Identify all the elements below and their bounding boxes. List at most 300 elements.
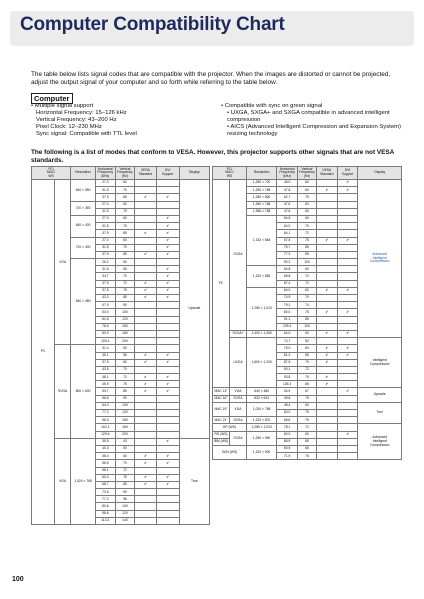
check-mark: ✔ xyxy=(156,352,179,359)
h-freq-cell: 37.9 xyxy=(96,280,116,287)
h-freq-cell: 77.2 xyxy=(96,410,116,417)
h-freq-cell: 48.4 xyxy=(96,453,116,460)
h-freq-cell: 106.3 xyxy=(277,381,298,388)
h-freq-cell: 47.6 xyxy=(277,201,298,208)
group-cell: VGA xyxy=(230,388,247,395)
empty-cell xyxy=(156,417,179,424)
empty-cell xyxy=(135,489,156,496)
intro-paragraph: The table below lists signal codes that are compatible with the projector. When the images are distorted or cannot be projected, adjust the output signal of your computer and so forth while referring to the table below. xyxy=(31,71,391,87)
empty-cell xyxy=(135,316,156,323)
v-freq-cell: 60 xyxy=(298,187,317,194)
resolution-cell: 1,280 × 800 xyxy=(247,194,277,201)
v-freq-cell: 85 xyxy=(115,194,135,201)
empty-cell xyxy=(337,201,358,208)
h-freq-cell: 81.3 xyxy=(277,352,298,359)
h-freq-cell: 64.0 xyxy=(96,402,116,409)
h-freq-cell: 37.9 xyxy=(96,194,116,201)
v-freq-cell: 72 xyxy=(115,280,135,287)
v-freq-cell: 60 xyxy=(298,215,317,222)
v-freq-cell: 70 xyxy=(115,244,135,251)
empty-cell xyxy=(316,215,337,222)
empty-cell xyxy=(337,410,358,417)
v-freq-cell: 120 xyxy=(115,316,135,323)
h-freq-cell: 75.7 xyxy=(277,244,298,251)
v-freq-cell: 75 xyxy=(298,194,317,201)
resolution-cell: 1,366 × 768 xyxy=(247,208,277,215)
check-mark: ✔ xyxy=(135,374,156,381)
empty-cell xyxy=(316,180,337,187)
h-freq-cell: 37.5 xyxy=(96,287,116,294)
h-freq-cell: 60.0 xyxy=(277,431,298,438)
h-freq-cell: 79.1 xyxy=(277,302,298,309)
v-freq-cell: 100 xyxy=(115,503,135,510)
empty-cell xyxy=(156,489,179,496)
table-row xyxy=(213,180,402,187)
v-freq-cell: 66 xyxy=(298,445,317,452)
v-freq-cell: 90 xyxy=(115,302,135,309)
empty-cell xyxy=(337,438,358,445)
empty-cell xyxy=(337,395,358,402)
check-mark: ✔ xyxy=(135,194,156,201)
v-freq-cell: 52 xyxy=(298,338,317,345)
code-cell: IBM (WS) xyxy=(213,438,230,445)
v-freq-cell: 75 xyxy=(115,474,135,481)
display-advanced-cell: Advanced Intelligent Compression xyxy=(358,424,402,460)
check-mark: ✔ xyxy=(337,309,358,316)
display-advanced-cell: Advanced Intelligent Compression xyxy=(358,180,402,338)
v-freq-cell: 75 xyxy=(115,381,135,388)
check-mark: ✔ xyxy=(156,453,179,460)
empty-cell xyxy=(135,517,156,524)
column-header: PC/ MAC/ WS xyxy=(32,167,71,180)
v-freq-cell: 150 xyxy=(115,323,135,330)
empty-cell xyxy=(337,366,358,373)
empty-cell xyxy=(156,496,179,503)
h-freq-cell: 96.3 xyxy=(96,417,116,424)
empty-cell xyxy=(156,201,179,208)
spec-horizontal-frequency: Horizontal Frequency: 15–126 kHz xyxy=(36,110,127,116)
display-intelligent-cell: Intelligent Compression xyxy=(358,338,402,388)
h-freq-cell: 27.0 xyxy=(96,215,116,222)
empty-cell xyxy=(156,402,179,409)
h-freq-cell: 49.8 xyxy=(277,395,298,402)
empty-cell xyxy=(135,237,156,244)
column-header: Horizontal Frequency (kHz) xyxy=(97,166,114,178)
check-mark: ✔ xyxy=(337,431,358,438)
h-freq-cell: 129.6 xyxy=(96,431,116,438)
h-freq-cell: 64.0 xyxy=(277,330,298,337)
h-freq-cell: 85.9 xyxy=(277,438,298,445)
h-freq-cell: 26.2 xyxy=(96,259,116,266)
h-freq-cell: 53.0 xyxy=(96,309,116,316)
table-row xyxy=(213,388,402,395)
table-row xyxy=(213,424,402,431)
empty-cell xyxy=(135,187,156,194)
h-freq-cell: 65.8 xyxy=(277,273,298,280)
empty-cell xyxy=(337,424,358,431)
empty-cell xyxy=(316,424,337,431)
spec-vertical-frequency: Vertical Frequency: 43–200 Hz xyxy=(36,117,117,123)
resolution-cell: 720 × 400 xyxy=(71,237,96,259)
empty-cell xyxy=(316,338,337,345)
h-freq-cell: 80.0 xyxy=(277,309,298,316)
empty-cell xyxy=(135,330,156,337)
h-freq-cell: 91.1 xyxy=(277,316,298,323)
empty-cell xyxy=(135,302,156,309)
empty-cell xyxy=(156,445,179,452)
resolution-cell: 1,024 × 768 xyxy=(71,438,96,524)
check-mark: ✔ xyxy=(135,287,156,294)
v-freq-cell: 200 xyxy=(115,431,135,438)
v-freq-cell: 60 xyxy=(115,266,135,273)
empty-cell xyxy=(156,259,179,266)
empty-cell xyxy=(316,273,337,280)
resolution-cell: 1,024 × 768 xyxy=(247,402,277,416)
empty-cell xyxy=(135,445,156,452)
v-freq-cell: 70 xyxy=(115,208,135,215)
empty-cell xyxy=(156,467,179,474)
empty-cell xyxy=(337,215,358,222)
h-freq-cell: 53.7 xyxy=(96,388,116,395)
h-freq-cell: 100.4 xyxy=(96,338,116,345)
v-freq-cell: 72 xyxy=(115,467,135,474)
empty-cell xyxy=(135,244,156,251)
compat-table-right xyxy=(212,166,402,460)
check-mark: ✔ xyxy=(135,295,156,302)
column-header: DVI Support xyxy=(156,167,179,180)
v-freq-cell: 74 xyxy=(298,302,317,309)
check-mark: ✔ xyxy=(156,374,179,381)
empty-cell xyxy=(337,417,358,424)
h-freq-cell: 78.1 xyxy=(277,424,298,431)
h-freq-cell: 77.3 xyxy=(277,251,298,258)
h-freq-cell: 98.6 xyxy=(96,510,116,517)
empty-cell xyxy=(316,323,337,330)
v-freq-cell: 76 xyxy=(298,453,317,460)
empty-cell xyxy=(316,223,337,230)
empty-cell xyxy=(316,431,337,438)
column-header: Display xyxy=(179,167,209,180)
v-freq-cell: 50 xyxy=(115,259,135,266)
check-mark: ✔ xyxy=(156,215,179,222)
group-cell: SXGA xyxy=(230,417,247,424)
v-freq-cell: 60 xyxy=(115,237,135,244)
empty-cell xyxy=(316,445,337,452)
v-freq-cell: 60 xyxy=(298,330,317,337)
empty-cell xyxy=(316,230,337,237)
h-freq-cell: 37.9 xyxy=(96,230,116,237)
v-freq-cell: 60 xyxy=(298,208,317,215)
check-mark: ✔ xyxy=(156,359,179,366)
resolution-cell: 1,360 × 768 xyxy=(247,201,277,208)
display-upscale-cell: Upscale xyxy=(179,180,209,439)
check-mark: ✔ xyxy=(316,187,337,194)
empty-cell xyxy=(156,510,179,517)
group-cell: SXGA xyxy=(230,180,247,331)
empty-cell xyxy=(316,244,337,251)
v-freq-cell: 90 xyxy=(115,489,135,496)
h-freq-cell: 37.9 xyxy=(96,359,116,366)
v-freq-cell: 60 xyxy=(298,345,317,352)
resolution-cell: 1,152 × 882 xyxy=(247,266,277,288)
column-header: Resolution xyxy=(247,167,277,180)
empty-cell xyxy=(316,280,337,287)
check-mark: ✔ xyxy=(156,280,179,287)
v-freq-cell: 100 xyxy=(298,259,317,266)
h-freq-cell: 74.7 xyxy=(277,338,298,345)
v-freq-cell: 120 xyxy=(115,510,135,517)
v-freq-cell: 90 xyxy=(115,395,135,402)
h-freq-cell: 31.5 xyxy=(96,266,116,273)
empty-cell xyxy=(337,208,358,215)
code-cell: MAC 19" xyxy=(213,402,230,416)
empty-cell xyxy=(135,201,156,208)
empty-cell xyxy=(156,338,179,345)
check-mark: ✔ xyxy=(135,460,156,467)
v-freq-cell: 160 xyxy=(115,330,135,337)
section-label-computer: Computer xyxy=(31,93,73,104)
check-mark: ✔ xyxy=(135,230,156,237)
empty-cell xyxy=(316,316,337,323)
h-freq-cell: 113.2 xyxy=(96,517,116,524)
column-header: Vertical Frequency (Hz) xyxy=(299,166,315,178)
h-freq-cell: 80.6 xyxy=(96,503,116,510)
empty-cell xyxy=(135,338,156,345)
h-freq-cell: 35.1 xyxy=(96,352,116,359)
check-mark: ✔ xyxy=(135,280,156,287)
check-mark: ✔ xyxy=(316,287,337,294)
platform-cell: PC xyxy=(213,180,230,388)
empty-cell xyxy=(156,187,179,194)
v-freq-cell: 85 xyxy=(298,316,317,323)
check-mark: ✔ xyxy=(316,374,337,381)
check-mark: ✔ xyxy=(156,295,179,302)
group-cell: VGA xyxy=(55,180,71,345)
v-freq-cell: 50 xyxy=(115,345,135,352)
resolution-cell: 1,280 × 1,024 xyxy=(247,287,277,330)
empty-cell xyxy=(135,467,156,474)
compat-table-left xyxy=(31,166,210,525)
v-freq-cell: 85 xyxy=(115,295,135,302)
h-freq-cell: 40.3 xyxy=(96,445,116,452)
empty-cell xyxy=(337,273,358,280)
v-freq-cell: 85 xyxy=(115,388,135,395)
column-header: VESA Standard xyxy=(135,167,156,180)
check-mark: ✔ xyxy=(156,460,179,467)
empty-cell xyxy=(316,417,337,424)
h-freq-cell: 58.1 xyxy=(96,467,116,474)
display-upscale-cell: Upscale xyxy=(358,388,402,402)
empty-cell xyxy=(337,316,358,323)
empty-cell xyxy=(156,395,179,402)
empty-cell xyxy=(135,208,156,215)
check-mark: ✔ xyxy=(316,345,337,352)
spec-sync-signal: Sync signal: Compatible with TTL level xyxy=(36,131,137,137)
h-freq-cell: 75.0 xyxy=(277,345,298,352)
empty-cell xyxy=(337,402,358,409)
check-mark: ✔ xyxy=(135,359,156,366)
v-freq-cell: 65 xyxy=(298,352,317,359)
spec-uxga-compat: • UXGA, SXGA+ and SXGA compatible in advanced intelligent compression xyxy=(227,110,390,123)
check-mark: ✔ xyxy=(156,251,179,258)
v-freq-cell: 70 xyxy=(298,223,317,230)
empty-cell xyxy=(316,208,337,215)
h-freq-cell: 34.7 xyxy=(96,273,116,280)
code-cell: MAC 21" xyxy=(213,417,230,424)
v-freq-cell: 120 xyxy=(115,410,135,417)
check-mark: ✔ xyxy=(316,352,337,359)
v-freq-cell: 75 xyxy=(298,237,317,244)
code-cell: SUN (WS) xyxy=(213,445,247,459)
spec-multiple-signal: • Multiple signal support xyxy=(31,103,94,109)
empty-cell xyxy=(135,323,156,330)
empty-cell xyxy=(316,251,337,258)
resolution-cell: 800 × 600 xyxy=(71,345,96,438)
h-freq-cell: 60.0 xyxy=(96,474,116,481)
check-mark: ✔ xyxy=(337,180,358,187)
resolution-cell: 1,400 × 1,050 xyxy=(247,330,277,337)
check-mark: ✔ xyxy=(337,388,358,395)
check-mark: ✔ xyxy=(156,266,179,273)
empty-cell xyxy=(156,309,179,316)
empty-cell xyxy=(316,194,337,201)
v-freq-cell: 70 xyxy=(115,223,135,230)
empty-cell xyxy=(337,381,358,388)
resolution-cell: 1,280 × 1,024 xyxy=(247,424,277,431)
empty-cell xyxy=(337,302,358,309)
empty-cell xyxy=(337,251,358,258)
empty-cell xyxy=(135,424,156,431)
empty-cell xyxy=(135,503,156,510)
v-freq-cell: 70 xyxy=(298,295,317,302)
v-freq-cell: 70 xyxy=(115,366,135,373)
group-cell: SXGA+ xyxy=(230,330,247,337)
check-mark: ✔ xyxy=(156,230,179,237)
v-freq-cell: 60 xyxy=(298,201,317,208)
check-mark: ✔ xyxy=(135,453,156,460)
h-freq-cell: 67.5 xyxy=(277,237,298,244)
check-mark: ✔ xyxy=(156,381,179,388)
empty-cell xyxy=(156,345,179,352)
h-freq-cell: 46.9 xyxy=(96,381,116,388)
empty-cell xyxy=(135,273,156,280)
v-freq-cell: 72 xyxy=(298,280,317,287)
h-freq-cell: 31.5 xyxy=(96,223,116,230)
v-freq-cell: 72 xyxy=(298,230,317,237)
vesa-note: The following is a list of modes that conform to VESA. However, this projector supports other signals that are not VESA standards. xyxy=(31,149,395,164)
code-cell: HP (WS) xyxy=(213,424,247,431)
empty-cell xyxy=(135,431,156,438)
check-mark: ✔ xyxy=(337,330,358,337)
empty-cell xyxy=(156,316,179,323)
h-freq-cell: 43.3 xyxy=(96,295,116,302)
v-freq-cell: 75 xyxy=(298,309,317,316)
empty-cell xyxy=(316,266,337,273)
h-freq-cell: 31.5 xyxy=(96,244,116,251)
empty-cell xyxy=(156,302,179,309)
empty-cell xyxy=(337,223,358,230)
empty-cell xyxy=(156,323,179,330)
v-freq-cell: 60 xyxy=(298,266,317,273)
h-freq-cell: 90.1 xyxy=(277,366,298,373)
empty-cell xyxy=(337,266,358,273)
resolution-cell: 640 × 480 xyxy=(247,388,277,395)
resolution-cell: 1,600 × 1,200 xyxy=(247,338,277,388)
empty-cell xyxy=(156,366,179,373)
empty-cell xyxy=(316,395,337,402)
v-freq-cell: 100 xyxy=(115,309,135,316)
check-mark: ✔ xyxy=(156,223,179,230)
empty-cell xyxy=(135,496,156,503)
empty-cell xyxy=(156,431,179,438)
v-freq-cell: 140 xyxy=(115,517,135,524)
h-freq-cell: 56.6 xyxy=(96,395,116,402)
check-mark: ✔ xyxy=(156,481,179,488)
empty-cell xyxy=(135,366,156,373)
group-cell: XGA xyxy=(230,402,247,416)
display-true-cell: True xyxy=(179,438,209,524)
h-freq-cell: 31.4 xyxy=(96,345,116,352)
h-freq-cell: 64.0 xyxy=(277,287,298,294)
check-mark: ✔ xyxy=(316,381,337,388)
h-freq-cell: 93.8 xyxy=(277,374,298,381)
v-freq-cell: 85 xyxy=(115,481,135,488)
v-freq-cell: 100 xyxy=(115,402,135,409)
empty-cell xyxy=(135,266,156,273)
empty-cell xyxy=(135,345,156,352)
empty-cell xyxy=(337,295,358,302)
v-freq-cell: 85 xyxy=(115,251,135,258)
check-mark: ✔ xyxy=(156,438,179,445)
check-mark: ✔ xyxy=(337,187,358,194)
resolution-cell: 1,280 × 720 xyxy=(247,180,277,187)
v-freq-cell: 75 xyxy=(115,287,135,294)
v-freq-cell: 60 xyxy=(115,359,135,366)
v-freq-cell: 60 xyxy=(298,431,317,438)
signal-specs-left xyxy=(31,103,211,138)
check-mark: ✔ xyxy=(337,237,358,244)
table-body-right xyxy=(213,180,402,460)
v-freq-cell: 60 xyxy=(298,402,317,409)
empty-cell xyxy=(135,223,156,230)
empty-cell xyxy=(337,280,358,287)
h-freq-cell: 47.8 xyxy=(277,187,298,194)
empty-cell xyxy=(316,453,337,460)
empty-cell xyxy=(337,338,358,345)
h-freq-cell: 60.9 xyxy=(277,445,298,452)
empty-cell xyxy=(156,517,179,524)
v-freq-cell: 85 xyxy=(115,230,135,237)
check-mark: ✔ xyxy=(156,194,179,201)
h-freq-cell: 54.5 xyxy=(277,215,298,222)
column-header: DVI Support xyxy=(337,167,358,180)
v-freq-cell: 56 xyxy=(115,352,135,359)
table-row xyxy=(32,180,210,187)
check-mark: ✔ xyxy=(156,273,179,280)
check-mark: ✔ xyxy=(316,330,337,337)
v-freq-cell: 100 xyxy=(298,323,317,330)
empty-cell xyxy=(135,309,156,316)
spec-pixel-clock: Pixel Clock: 12–230 MHz xyxy=(36,124,102,130)
page-number: 100 xyxy=(12,576,24,583)
h-freq-cell: 27.0 xyxy=(96,201,116,208)
h-freq-cell: 35.5 xyxy=(96,438,116,445)
check-mark: ✔ xyxy=(337,345,358,352)
v-freq-cell: 60 xyxy=(115,201,135,208)
empty-cell xyxy=(135,215,156,222)
v-freq-cell: 70 xyxy=(298,359,317,366)
column-header: VESA Standard xyxy=(316,167,337,180)
